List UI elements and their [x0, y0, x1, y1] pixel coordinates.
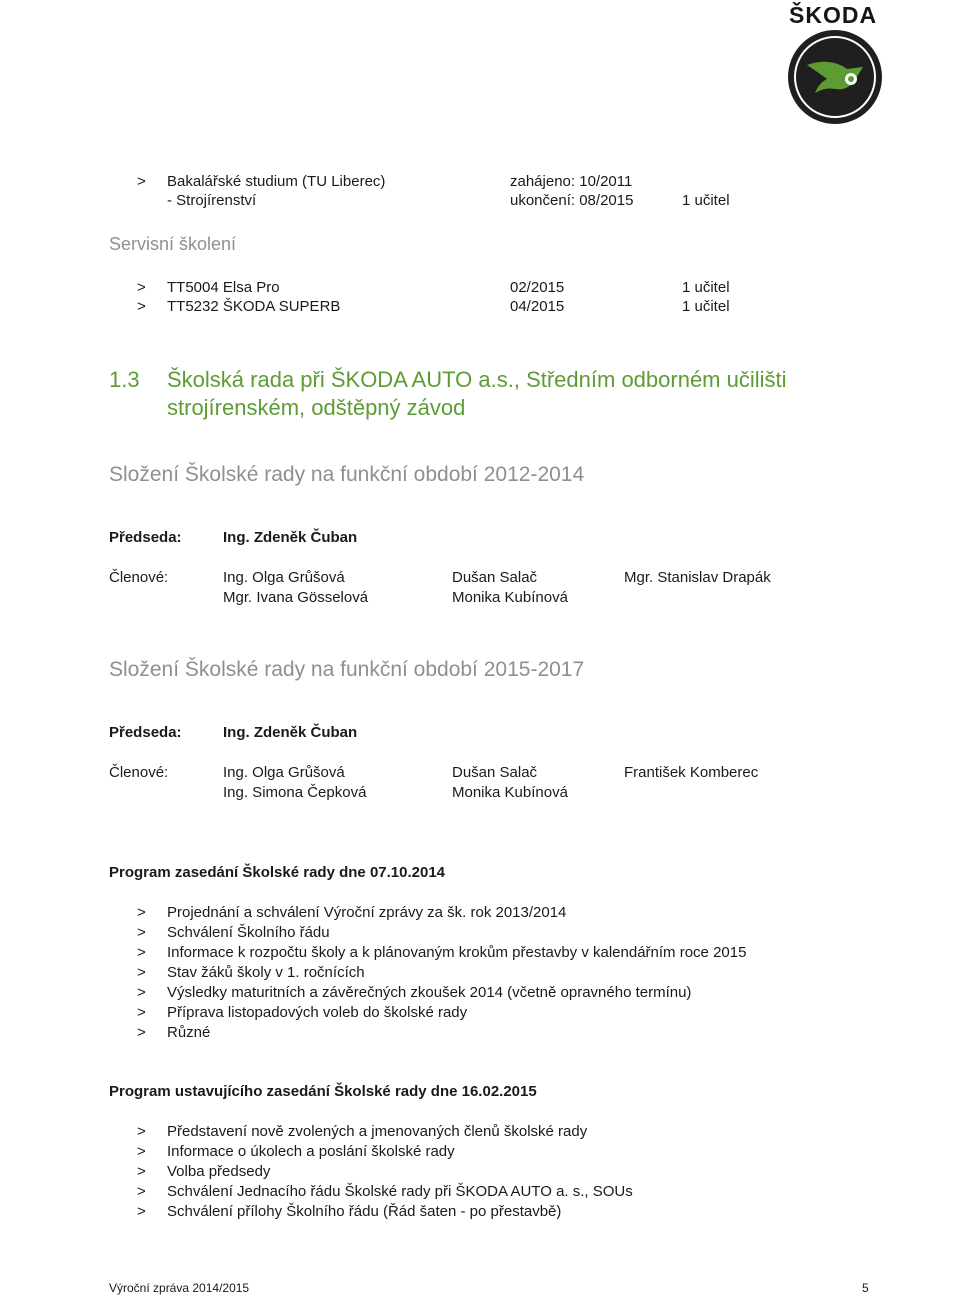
- service-item-name: TT5004 Elsa Pro: [167, 279, 280, 296]
- bullet: >: [137, 173, 146, 190]
- service-item-name: TT5232 ŠKODA SUPERB: [167, 298, 341, 315]
- logo-wordmark: ŠKODA: [789, 2, 878, 28]
- term1-chair: Ing. Zdeněk Čuban: [223, 529, 358, 546]
- term1-member: Ing. Olga Grůšová: [223, 569, 345, 586]
- bullet: >: [137, 1163, 146, 1180]
- page-number: 5: [862, 1281, 869, 1295]
- term1-chair-label: Předseda:: [109, 529, 182, 546]
- list-item: Schválení přílohy Školního řádu (Řád šaten - po přestavbě): [167, 1203, 562, 1220]
- list-item: Schválení Školního řádu: [167, 924, 330, 941]
- service-item-date: 04/2015: [510, 298, 565, 315]
- service-heading: Servisní školení: [109, 234, 237, 254]
- term1-member: Dušan Salač: [452, 569, 538, 586]
- bullet: >: [137, 904, 146, 921]
- term1-member: Monika Kubínová: [452, 589, 568, 606]
- bullet: >: [137, 1123, 146, 1140]
- section-number: 1.3: [109, 367, 140, 392]
- list-item: Projednání a schválení Výroční zprávy za šk. rok 2013/2014: [167, 904, 567, 921]
- service-item-count: 1 učitel: [682, 279, 730, 296]
- section-title-line1: Školská rada při ŠKODA AUTO a.s., Středním odborném učilišti: [167, 367, 787, 392]
- bullet: >: [137, 1024, 146, 1041]
- bullet: >: [137, 984, 146, 1001]
- term2-member: František Komberec: [624, 764, 759, 781]
- bullet: >: [137, 279, 146, 296]
- bullet: >: [137, 924, 146, 941]
- list-item: Volba předsedy: [167, 1163, 271, 1180]
- study-start-date: zahájeno: 10/2011: [510, 173, 633, 190]
- bullet: >: [137, 1203, 146, 1220]
- term2-members-label: Členové:: [109, 764, 169, 781]
- study-teacher-count: 1 učitel: [682, 192, 730, 209]
- list-item: Příprava listopadových voleb do školské rady: [167, 1004, 468, 1021]
- list-item: Výsledky maturitních a závěrečných zkoušek 2014 (včetně opravného termínu): [167, 984, 692, 1001]
- program1-heading: Program zasedání Školské rady dne 07.10.2014: [109, 864, 446, 881]
- list-item: Informace k rozpočtu školy a k plánovaným krokům přestavby v kalendářním roce 2015: [167, 944, 747, 961]
- term2-member: Ing. Simona Čepková: [223, 784, 367, 801]
- bullet: >: [137, 298, 146, 315]
- footer-title: Výroční zpráva 2014/2015: [109, 1281, 250, 1295]
- term2-member: Ing. Olga Grůšová: [223, 764, 345, 781]
- term1-members-label: Členové:: [109, 569, 169, 586]
- term2-chair-label: Předseda:: [109, 724, 182, 741]
- program2-heading: Program ustavujícího zasedání Školské rady dne 16.02.2015: [109, 1083, 537, 1100]
- bullet: >: [137, 1143, 146, 1160]
- study-line1: Bakalářské studium (TU Liberec): [167, 173, 386, 190]
- study-line2: - Strojírenství: [167, 192, 257, 209]
- term2-member: Monika Kubínová: [452, 784, 568, 801]
- term1-heading: Složení Školské rady na funkční období 2012-2014: [109, 463, 585, 486]
- study-end-date: ukončení: 08/2015: [510, 192, 634, 209]
- term1-member: Mgr. Ivana Gösselová: [223, 589, 369, 606]
- skoda-arrow-logo-icon: [785, 27, 885, 127]
- bullet: >: [137, 1004, 146, 1021]
- term2-chair: Ing. Zdeněk Čuban: [223, 724, 358, 741]
- section-title-line2: strojírenském, odštěpný závod: [167, 395, 466, 420]
- term1-member: Mgr. Stanislav Drapák: [624, 569, 771, 586]
- bullet: >: [137, 1183, 146, 1200]
- list-item: Stav žáků školy v 1. ročnících: [167, 964, 365, 981]
- service-item-date: 02/2015: [510, 279, 565, 296]
- list-item: Různé: [167, 1024, 211, 1041]
- bullet: >: [137, 944, 146, 961]
- list-item: Informace o úkolech a poslání školské rady: [167, 1143, 455, 1160]
- term2-heading: Složení Školské rady na funkční období 2015-2017: [109, 658, 585, 681]
- term2-member: Dušan Salač: [452, 764, 538, 781]
- list-item: Představení nově zvolených a jmenovaných členů školské rady: [167, 1123, 588, 1140]
- list-item: Schválení Jednacího řádu Školské rady při ŠKODA AUTO a. s., SOUs: [167, 1183, 633, 1200]
- service-item-count: 1 učitel: [682, 298, 730, 315]
- bullet: >: [137, 964, 146, 981]
